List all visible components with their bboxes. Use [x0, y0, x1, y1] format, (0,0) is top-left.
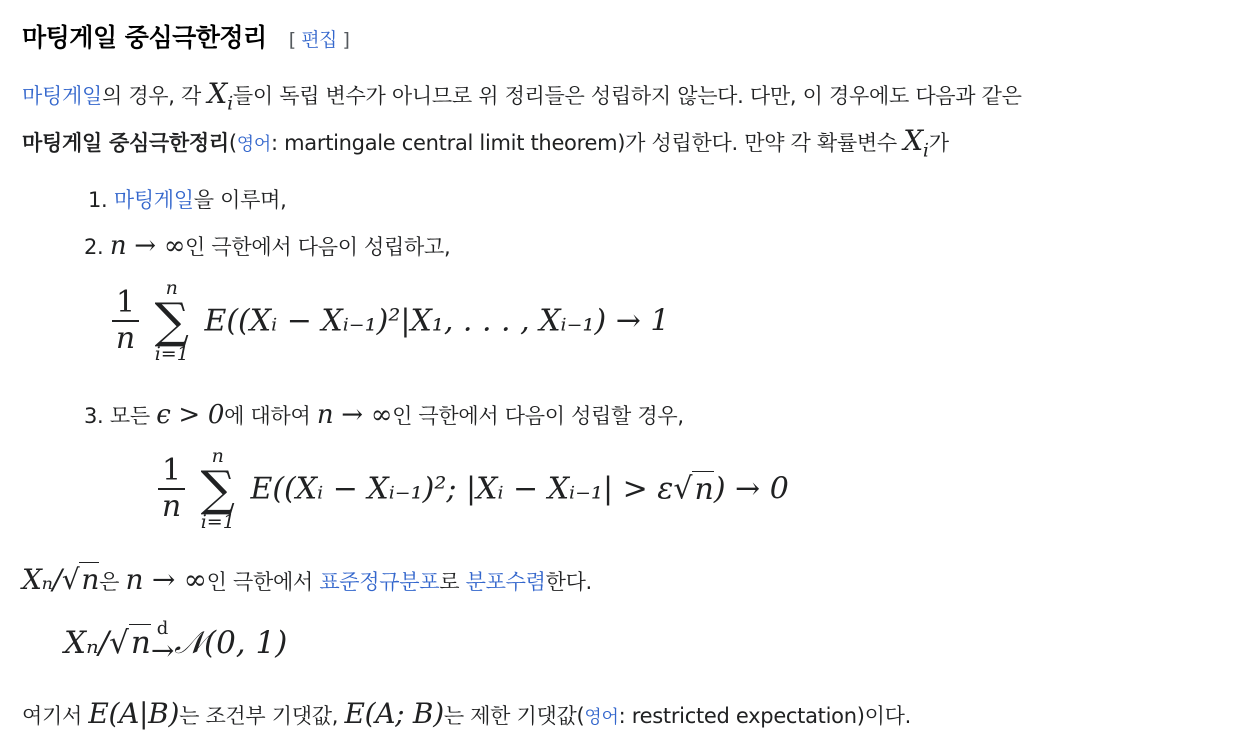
normal-distribution: 𝒩(0, 1) [174, 625, 288, 661]
bold-term: 마팅게일 중심극한정리 [22, 131, 229, 155]
condition-item-3: 3. 모든 ϵ > 0에 대하여 n → ∞인 극한에서 다음이 성립할 경우, [84, 400, 684, 430]
list-number: 1. [88, 188, 108, 212]
summation: n ∑ i=1 [200, 445, 235, 533]
convergence-arrow: d → [150, 618, 175, 667]
footer-paragraph: 여기서 E(A|B)는 조건부 기댓값, E(A; B)는 제한 기댓값(영어: restricted expectation)이다. [22, 697, 911, 730]
condition-item-2: 2. n → ∞인 극한에서 다음이 성립하고, [84, 231, 451, 261]
english-language-link[interactable]: 영어 [584, 707, 619, 728]
section-title: 마팅게일 중심극한정리 [22, 23, 267, 52]
formula-variance-condition [112, 278, 669, 364]
condition-item-1: 1. 마팅게일을 이루며, [88, 188, 287, 212]
math-normalized-X: Xₙ/√n [22, 563, 100, 596]
formula-body: E((Xᵢ − Xᵢ₋₁)²; |Xᵢ − Xᵢ₋₁| > ε√n) → 0 [250, 471, 789, 507]
summation: n ∑ i=1 [154, 277, 189, 365]
list-number: 3. [84, 404, 104, 428]
math-limit: n → ∞ [109, 231, 186, 261]
edit-link[interactable]: 편집 [301, 29, 337, 51]
convergence-in-distribution-link[interactable]: 분포수렴 [465, 570, 546, 594]
martingale-link[interactable]: 마팅게일 [22, 84, 102, 108]
math-conditional-expectation: E(A|B) [88, 697, 180, 730]
english-term: martingale central limit theorem [284, 131, 618, 155]
list-number: 2. [84, 235, 104, 259]
english-term: restricted expectation [631, 704, 857, 728]
fraction: $\frac{1}{n}$ [112, 286, 139, 356]
formula-convergence: Xₙ/√n d → 𝒩(0, 1) [64, 618, 288, 667]
martingale-link[interactable]: 마팅게일 [113, 188, 194, 212]
math-limit: n → ∞ [316, 400, 393, 430]
formula-body: E((Xᵢ − Xᵢ₋₁)²|X₁, . . . , Xᵢ₋₁) → 1 [204, 303, 670, 339]
intro-paragraph-line1: 마팅게일의 경우, 각 $X_i$들이 독립 변수가 아니므로 위 정리들은 성립하지 않는다. 다만, 이 경우에도 다음과 같은 [22, 77, 1022, 115]
fraction: $\frac{1}{n}$ [158, 454, 185, 524]
intro-paragraph-line2: 마팅게일 중심극한정리(영어: martingale central limit theorem)가 성립한다. 만약 각 확률변수 $X_i$가 [22, 124, 949, 162]
edit-section: [ 편집 ] [288, 29, 350, 51]
conclusion-paragraph: Xₙ/√n은 n → ∞인 극한에서 표준정규분포로 분포수렴한다. [22, 563, 592, 596]
math-restricted-expectation: E(A; B) [344, 697, 444, 730]
math-X-i: $X_i$ [207, 77, 233, 115]
math-limit: n → ∞ [125, 563, 207, 596]
math-epsilon: ϵ > 0 [156, 400, 225, 430]
standard-normal-link[interactable]: 표준정규분포 [319, 570, 440, 594]
formula-lindeberg-condition [158, 446, 789, 532]
math-X-i: $X_i$ [903, 124, 929, 162]
section-heading [22, 18, 349, 54]
english-language-link[interactable]: 영어 [236, 134, 271, 155]
